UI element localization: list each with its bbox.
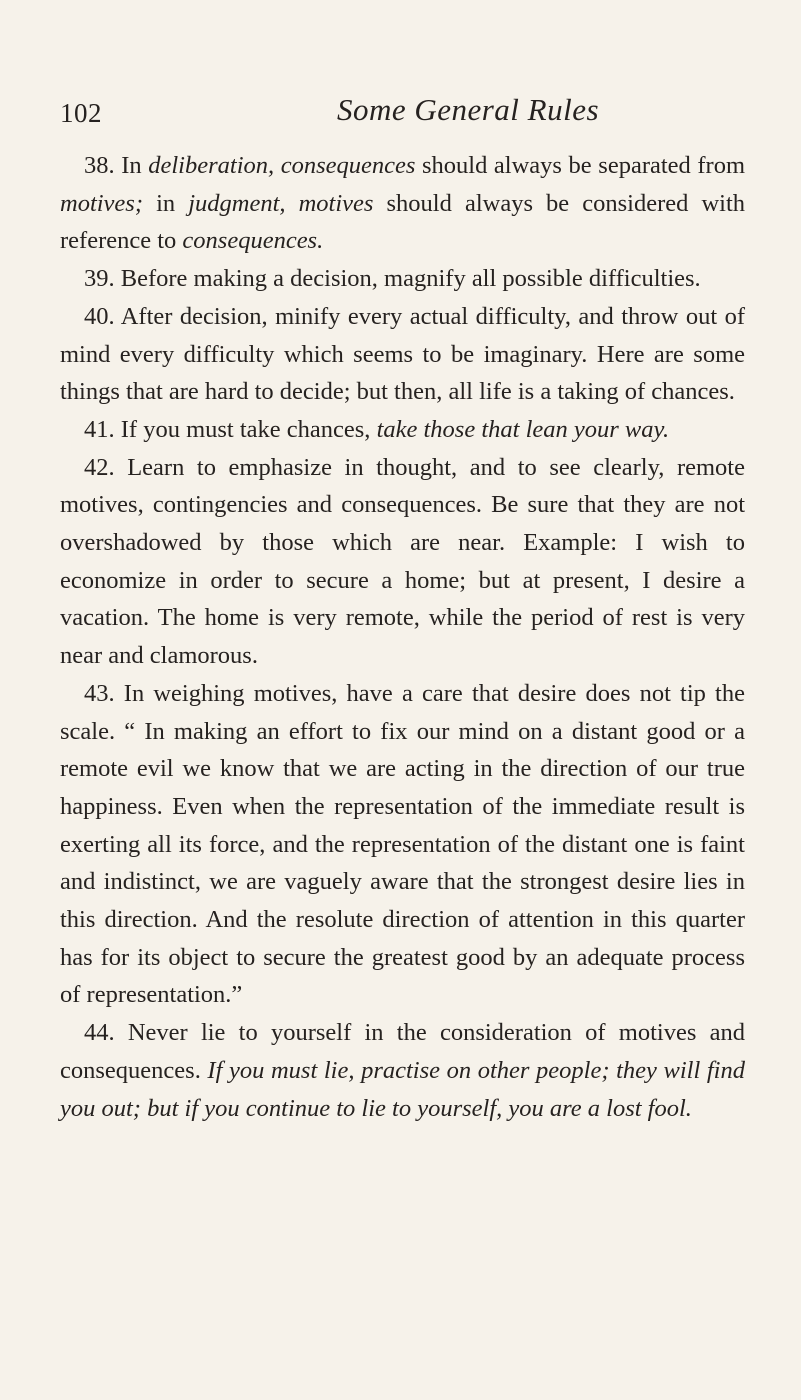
body-text xyxy=(60,147,745,1127)
text-run: 38. In xyxy=(84,152,149,179)
page-number: 102 xyxy=(60,98,102,128)
paragraph-44 xyxy=(60,1014,745,1127)
italic-text: consequences. xyxy=(182,227,324,255)
text-run: 42. Learn to emphasize in thought, and to see clearly, remote motives, contingencies and consequences. Be sure that they are not overshadowed by those which are near. Example: I wish to economize in order to secure a home; but at present, I desire a vacation. The home is very remote, while the period of rest is very near and clamorous. xyxy=(60,453,745,670)
text-run: 39. Before making a decision, magnify all possible difficulties. xyxy=(84,265,701,293)
italic-text: take those that lean your way. xyxy=(376,415,670,443)
text-run: should always be considered with reference to xyxy=(60,189,746,255)
paragraph-40 xyxy=(60,298,745,411)
italic-text: deliberation, consequences xyxy=(148,152,416,179)
paragraph-43 xyxy=(60,675,745,1014)
paragraph-39 xyxy=(60,260,745,298)
text-run: 41. If you must take chances, xyxy=(84,415,377,443)
text-run: 43. In weighing motives, have a care that desire does not tip the scale. “ In making an effort to fix our mind on a distant good or a remote evil we know that we are acting in the direction of our true happiness. Even when the representation of the immediate result is exerting all its force, and the representation of the distant one is faint and indistinct, we are vaguely aware that the strongest desire lies in this direction. And the resolute direction of attention in this quarter has for its object to secure the greatest good by an adequate process of representation.” xyxy=(60,679,745,1009)
text-run: should always be separated from xyxy=(415,152,745,179)
text-run: 40. After decision, minify every actual difficulty, and throw out of mind every difficulty which seems to be imaginary. Here are some things that are hard to decide; but then, all life is a taking of chances. xyxy=(60,302,745,406)
running-title: Some General Rules xyxy=(336,92,600,127)
paragraph-41 xyxy=(60,411,745,449)
italic-text: If you must lie, practise on other people; they will find you out; but if you continue to lie to yourself, you are a lost fool. xyxy=(60,1056,745,1122)
running-head xyxy=(60,92,736,132)
paragraph-38 xyxy=(60,147,745,260)
paragraph-42 xyxy=(60,449,745,675)
italic-text: judgment, motives xyxy=(188,189,374,217)
text-run: 44. Never lie to yourself in the consideration of motives and consequences. xyxy=(60,1019,745,1084)
text-run: in xyxy=(143,189,189,217)
italic-text: motives; xyxy=(60,189,143,217)
